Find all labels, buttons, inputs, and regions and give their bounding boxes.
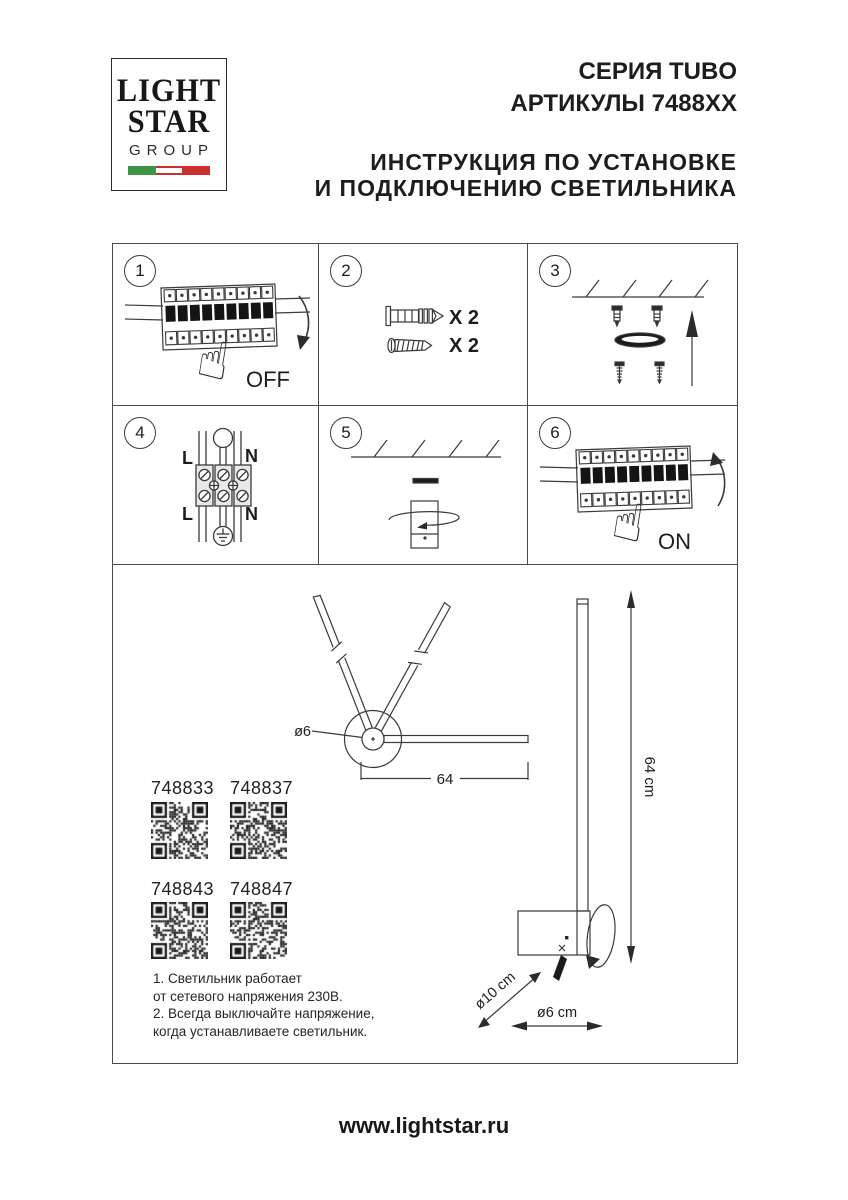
- attach-body-illustration: [319, 406, 528, 566]
- breaker-off-illustration: [113, 244, 319, 405]
- step-4-number: 4: [124, 417, 156, 449]
- breaker-on-illustration: [528, 406, 737, 566]
- neutral-label-bottom: N: [245, 504, 258, 524]
- step-3-panel: [528, 244, 737, 406]
- step-4-panel: [113, 406, 319, 564]
- instruction-title-line1: ИНСТРУКЦИЯ ПО УСТАНОВКЕ: [370, 149, 737, 175]
- on-label: ON: [658, 529, 691, 554]
- step-5-panel: [319, 406, 528, 564]
- step-6-panel: [528, 406, 737, 564]
- article-code-748833: 748833: [151, 778, 215, 798]
- step-1-number: 1: [124, 255, 156, 287]
- front-diameter-label: ø6: [294, 724, 311, 740]
- italian-flag-bar: [128, 166, 210, 175]
- screw-icon: [615, 362, 624, 383]
- article-code-748843: 748843: [151, 879, 215, 899]
- article-code-748837: 748837: [230, 778, 294, 798]
- rotate-arrow-icon: [389, 512, 459, 525]
- article-code-748847: 748847: [230, 879, 294, 899]
- note-line: 2. Всегда выключайте напряжение,: [153, 1006, 375, 1022]
- logo-word-star: STAR: [127, 104, 211, 140]
- pointing-finger-icon: ☝: [193, 328, 234, 394]
- step-2-number: 2: [330, 255, 362, 287]
- neutral-label-top: N: [245, 446, 258, 466]
- step-3-number: 3: [539, 255, 571, 287]
- screw-icon: [553, 955, 567, 981]
- dowel-qty-label: X 2: [449, 307, 480, 329]
- arrow-up-icon: [686, 310, 698, 337]
- screw-icon: [655, 362, 664, 383]
- logo-word-group: GROUP: [128, 142, 214, 159]
- off-label: OFF: [246, 367, 290, 392]
- installation-steps-grid: [112, 243, 738, 565]
- screw-qty-label: X 2: [449, 335, 480, 357]
- step-5-number: 5: [330, 417, 362, 449]
- dowel-icon: [652, 306, 662, 326]
- qr-code-748847: [230, 902, 287, 959]
- safety-notes: [153, 970, 403, 1040]
- tube-diameter-label: ø6 cm: [536, 1005, 578, 1021]
- step-2-panel: [319, 244, 528, 406]
- qr-code-748833: [151, 802, 208, 859]
- front-length-label: 64: [436, 771, 454, 788]
- base-diameter-label: ø10 cm: [471, 969, 519, 1013]
- instruction-title-line2: И ПОДКЛЮЧЕНИЮ СВЕТИЛЬНИКА: [314, 175, 737, 201]
- step-1-panel: [113, 244, 319, 406]
- dowel-icon: [612, 306, 622, 326]
- flag-green-segment: [128, 166, 156, 175]
- qr-code-748843: [151, 902, 208, 959]
- side-height-label: 64 cm: [641, 756, 658, 798]
- pointing-finger-icon: ☝: [608, 490, 649, 556]
- line-label-bottom: L: [182, 504, 193, 524]
- dimensions-panel: [112, 565, 738, 1064]
- lightstar-logo: [111, 58, 227, 191]
- note-line: от сетевого напряжения 230В.: [153, 988, 343, 1004]
- qr-code-748837: [230, 802, 287, 859]
- logo-word-light: LIGHT: [116, 73, 222, 109]
- note-line: когда устанавливаете светильник.: [153, 1023, 368, 1039]
- wiring-illustration: [113, 406, 319, 566]
- line-label-top: L: [182, 448, 193, 468]
- arrow-down-icon: [297, 335, 310, 350]
- step-6-number: 6: [539, 417, 571, 449]
- mount-plate-illustration: [528, 244, 737, 405]
- series-title: СЕРИЯ TUBO: [578, 58, 737, 85]
- flag-red-segment: [182, 166, 210, 175]
- lamp-symbol: [214, 429, 233, 448]
- fixings-illustration: [319, 244, 528, 405]
- note-line: 1. Светильник работает: [153, 971, 302, 986]
- website-url: www.lightstar.ru: [338, 1113, 510, 1138]
- articles-title: АРТИКУЛЫ 7488XX: [510, 90, 737, 117]
- header-titles: [315, 56, 737, 201]
- flag-white-segment: [156, 166, 182, 175]
